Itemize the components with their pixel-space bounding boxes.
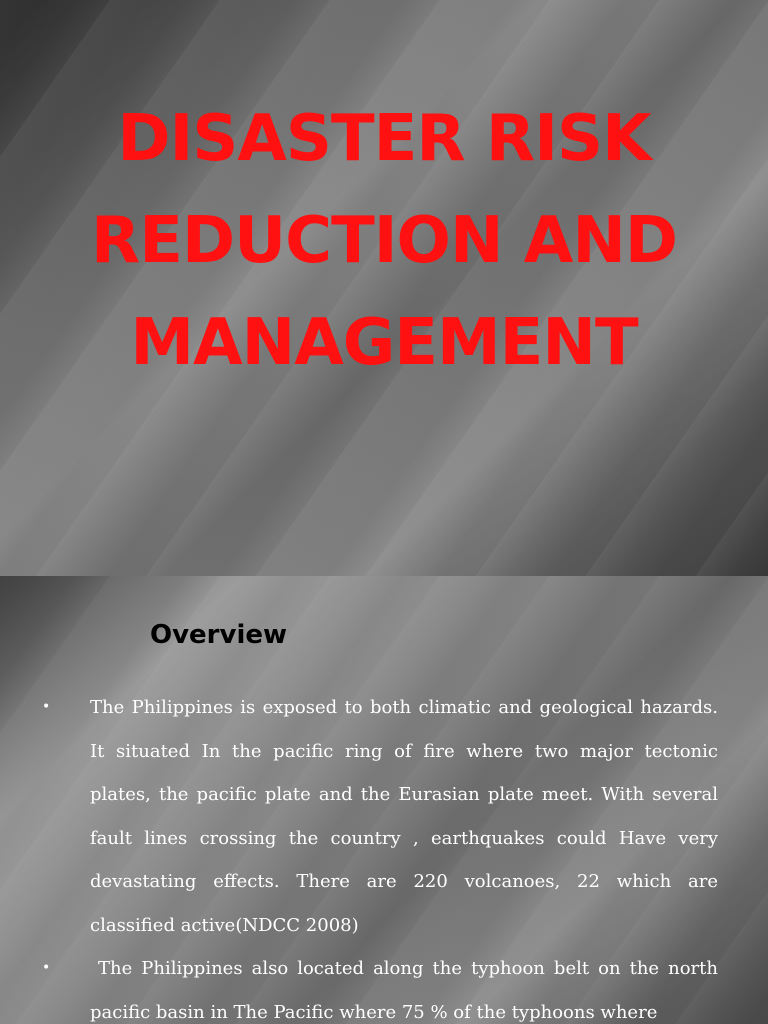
bullet-text-1: The Philippines is exposed to both climatic and geological hazards. It situated In the pacific ring of fire where two major tectonic plates, the pacific plate and the Eurasian plate meet. With several fault lines crossing the country , earthquakes could Have very devastating effects. There are 220 volcanoes, 22 which are classified active(NDCC 2008)	[90, 697, 718, 936]
bullet-icon: •	[42, 960, 51, 976]
overview-slide	[0, 576, 768, 1024]
bullet-icon: •	[42, 699, 51, 715]
bullet-item-1	[0, 686, 768, 947]
slide-title	[0, 88, 768, 394]
title-line-2: REDUCTION AND	[91, 204, 677, 278]
title-line-3: MANAGEMENT	[130, 306, 638, 380]
overview-heading: Overview	[150, 620, 288, 650]
title-line-1: DISASTER RISK	[117, 102, 651, 176]
bullet-text-2: The Philippines also located along the typhoon belt on the north pacific basin in The Pacific where 75 % of the typhoons where	[90, 958, 718, 1023]
bullet-item-2	[0, 947, 768, 1024]
bullet-list	[0, 686, 768, 1024]
